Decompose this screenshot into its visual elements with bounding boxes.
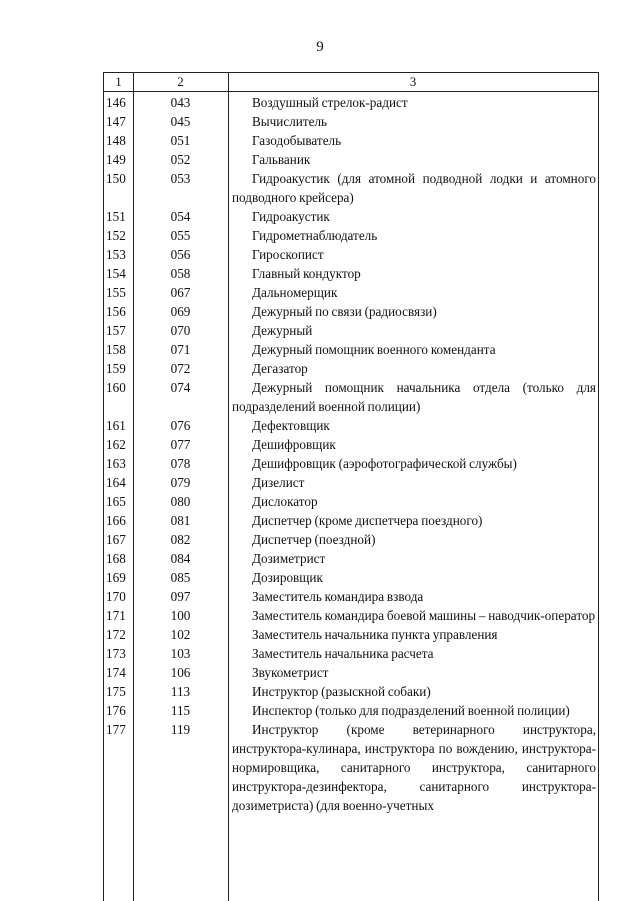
specialty-name: Диспетчер (поездной): [252, 532, 376, 547]
specialty-name: Заместитель командира взвода: [252, 589, 424, 604]
specialty-code: 119: [170, 722, 191, 737]
table-header-row: [104, 73, 598, 92]
table-row: [104, 359, 598, 378]
specialty-code: 054: [170, 209, 191, 224]
row-number: 159: [106, 361, 126, 376]
specialty-name: Дефектовщик: [252, 418, 330, 433]
specialty-code: 069: [170, 304, 191, 319]
row-number: 173: [106, 646, 126, 661]
specialty-name: Дежурный по связи (радиосвязи): [252, 304, 437, 319]
table-row: [104, 663, 598, 682]
specialty-name: Диспетчер (кроме диспетчера поездного): [252, 513, 483, 528]
table-row: [104, 150, 598, 169]
row-number: 150: [106, 171, 126, 186]
specialty-name: Звукометрист: [252, 665, 329, 680]
page-number: 9: [316, 39, 324, 55]
table-row: [104, 720, 598, 815]
table-row: [104, 473, 598, 492]
specialty-table: [103, 72, 599, 901]
row-number: 157: [106, 323, 126, 338]
header-cell-3: 3: [409, 74, 417, 89]
specialty-code: 045: [170, 114, 191, 129]
specialty-name: Дислокатор: [252, 494, 318, 509]
specialty-code: 102: [170, 627, 191, 642]
specialty-name: Дежурный: [252, 323, 313, 338]
specialty-code: 113: [170, 684, 191, 699]
table-row: [104, 283, 598, 302]
specialty-name: Дальномерщик: [252, 285, 338, 300]
row-number: 177: [106, 722, 126, 737]
specialty-code: 051: [170, 133, 191, 148]
specialty-name: Гидроакустик: [252, 209, 330, 224]
specialty-code: 067: [170, 285, 191, 300]
specialty-code: 081: [170, 513, 191, 528]
table-body: [104, 93, 598, 815]
specialty-code: 055: [170, 228, 191, 243]
specialty-name: Дешифровщик: [252, 437, 336, 452]
row-number: 166: [106, 513, 126, 528]
table-row: [104, 131, 598, 150]
row-number: 161: [106, 418, 126, 433]
specialty-name: Инструктор (разыскной собаки): [252, 684, 431, 699]
specialty-name: Гидрометнаблюдатель: [252, 228, 378, 243]
table-row: [104, 378, 598, 416]
specialty-code: 079: [170, 475, 191, 490]
row-number: 149: [106, 152, 126, 167]
table-row: [104, 416, 598, 435]
row-number: 167: [106, 532, 126, 547]
specialty-name: Дежурный помощник начальника отдела (только для подразделений военной полиции): [232, 380, 596, 414]
specialty-code: 056: [170, 247, 191, 262]
table-row: [104, 226, 598, 245]
specialty-code: 072: [170, 361, 191, 376]
specialty-code: 076: [170, 418, 191, 433]
specialty-code: 078: [170, 456, 191, 471]
table-row: [104, 245, 598, 264]
table-row: [104, 454, 598, 473]
specialty-code: 097: [170, 589, 191, 604]
row-number: 147: [106, 114, 126, 129]
specialty-name: Воздушный стрелок-радист: [252, 95, 408, 110]
specialty-name: Заместитель командира боевой машины – наводчик-оператор: [252, 608, 596, 623]
table-row: [104, 302, 598, 321]
table-row: [104, 93, 598, 112]
specialty-name: Главный кондуктор: [252, 266, 361, 281]
table-row: [104, 264, 598, 283]
specialty-code: 106: [170, 665, 191, 680]
row-number: 174: [106, 665, 126, 680]
specialty-name: Дозиметрист: [252, 551, 326, 566]
specialty-code: 115: [170, 703, 191, 718]
row-number: 172: [106, 627, 126, 642]
specialty-code: 085: [170, 570, 191, 585]
table-row: [104, 625, 598, 644]
row-number: 165: [106, 494, 126, 509]
row-number: 170: [106, 589, 126, 604]
specialty-name: Газодобыватель: [252, 133, 342, 148]
table-row: [104, 568, 598, 587]
row-number: 162: [106, 437, 126, 452]
specialty-code: 100: [170, 608, 191, 623]
row-number: 152: [106, 228, 126, 243]
table-row: [104, 321, 598, 340]
table-row: [104, 606, 598, 625]
specialty-code: 080: [170, 494, 191, 509]
table-row: [104, 340, 598, 359]
row-number: 151: [106, 209, 126, 224]
row-number: 154: [106, 266, 126, 281]
header-cell-2: 2: [177, 74, 184, 89]
row-number: 153: [106, 247, 126, 262]
table-row: [104, 112, 598, 131]
table-row: [104, 549, 598, 568]
specialty-name: Инструктор (кроме ветеринарного инструктора, инструктора-кулинара, инструктора по вождению, инструктора-нормировщика, санитарного инструктора, санитарного инструктора-дезинфектора, санитарного инструктора-дозиметриста) (для военно-учетных: [232, 722, 596, 813]
row-number: 176: [106, 703, 126, 718]
table-row: [104, 644, 598, 663]
specialty-code: 052: [170, 152, 191, 167]
specialty-code: 082: [170, 532, 191, 547]
specialty-name: Заместитель начальника пункта управления: [252, 627, 498, 642]
table-row: [104, 682, 598, 701]
row-number: 169: [106, 570, 126, 585]
row-number: 160: [106, 380, 126, 395]
row-number: 155: [106, 285, 126, 300]
specialty-code: 103: [170, 646, 191, 661]
row-number: 168: [106, 551, 126, 566]
specialty-name: Дежурный помощник военного коменданта: [252, 342, 496, 357]
specialty-code: 077: [170, 437, 191, 452]
row-number: 156: [106, 304, 126, 319]
table-row: [104, 435, 598, 454]
specialty-name: Гидроакустик (для атомной подводной лодки и атомного подводного крейсера): [232, 171, 596, 205]
specialty-name: Заместитель начальника расчета: [252, 646, 434, 661]
row-number: 158: [106, 342, 126, 357]
row-number: 175: [106, 684, 126, 699]
specialty-name: Гальваник: [252, 152, 311, 167]
row-number: 146: [106, 95, 126, 110]
row-number: 148: [106, 133, 126, 148]
row-number: 164: [106, 475, 126, 490]
specialty-name: Инспектор (только для подразделений военной полиции): [252, 703, 570, 718]
table-row: [104, 207, 598, 226]
specialty-code: 070: [170, 323, 191, 338]
specialty-name: Вычислитель: [252, 114, 328, 129]
table-row: [104, 587, 598, 606]
specialty-code: 084: [170, 551, 191, 566]
specialty-name: Дозировщик: [252, 570, 323, 585]
row-number: 163: [106, 456, 126, 471]
specialty-code: 058: [170, 266, 191, 281]
header-cell-1: 1: [115, 74, 122, 89]
table-row: [104, 530, 598, 549]
table-row: [104, 492, 598, 511]
specialty-code: 074: [170, 380, 191, 395]
specialty-name: Дешифровщик (аэрофотографической службы): [252, 456, 517, 471]
specialty-code: 053: [170, 171, 191, 186]
specialty-name: Дизелист: [252, 475, 305, 490]
table-row: [104, 701, 598, 720]
specialty-code: 043: [170, 95, 191, 110]
specialty-code: 071: [170, 342, 191, 357]
table-row: [104, 169, 598, 207]
table-row: [104, 511, 598, 530]
specialty-name: Дегазатор: [252, 361, 308, 376]
specialty-name: Гироскопист: [252, 247, 324, 262]
row-number: 171: [106, 608, 126, 623]
